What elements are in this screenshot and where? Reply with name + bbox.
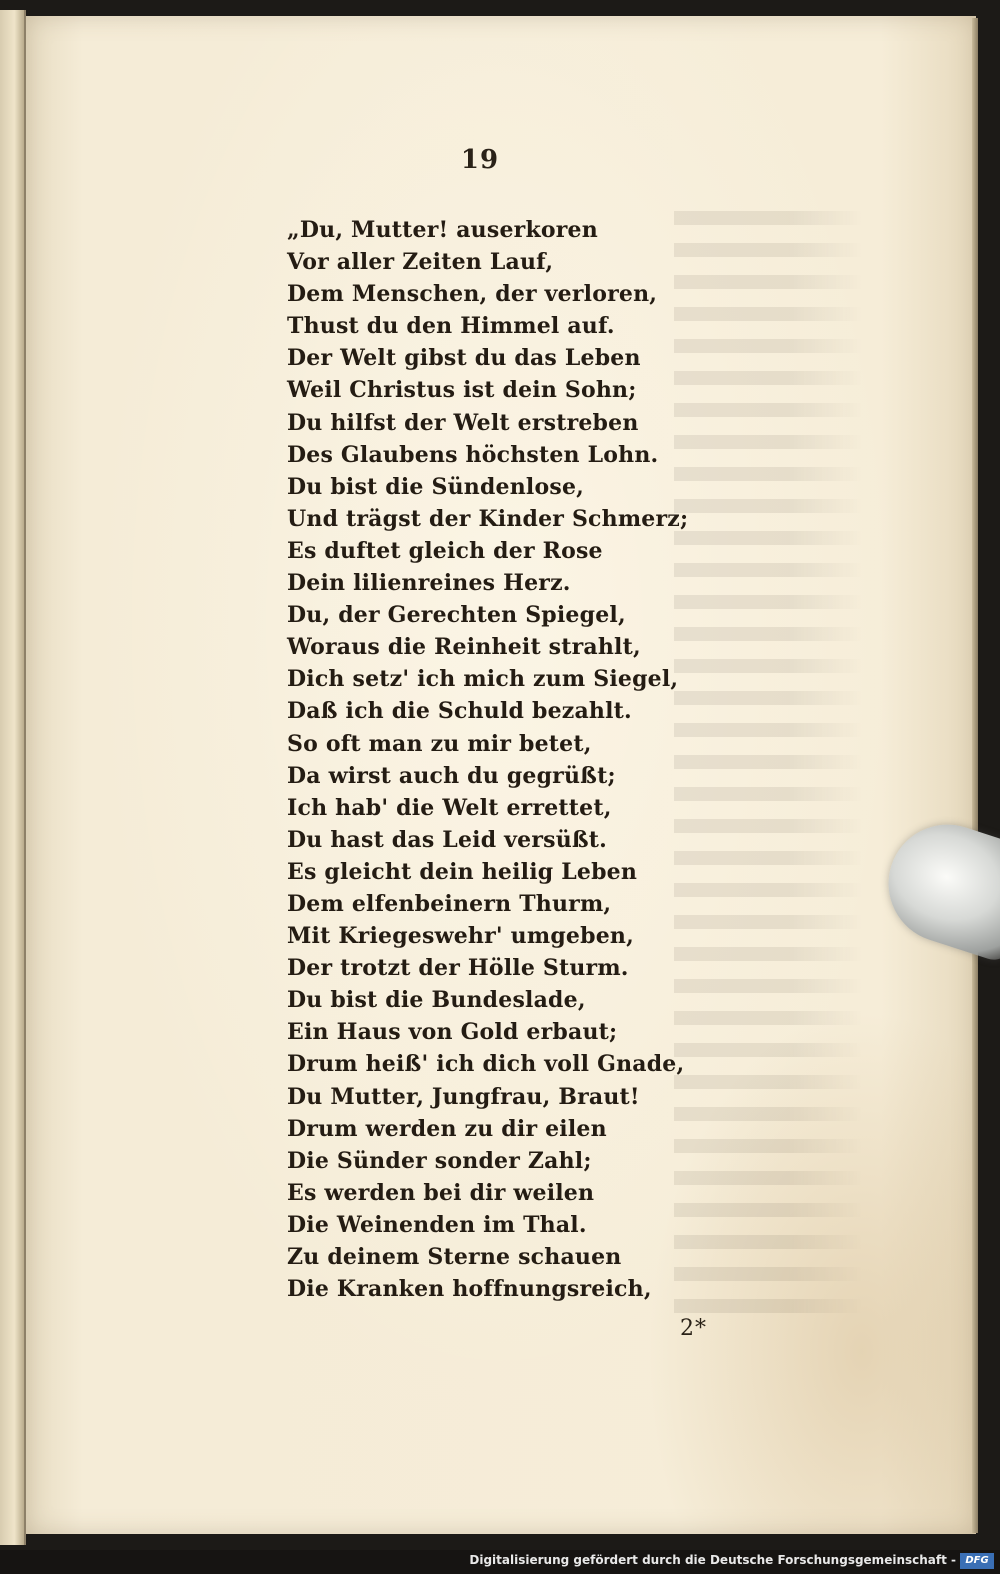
poem-line: Daß ich die Schuld bezahlt. bbox=[287, 698, 632, 725]
previous-page-edge bbox=[0, 10, 26, 1545]
poem-line: Vor aller Zeiten Lauf, bbox=[287, 249, 554, 276]
signature-mark: 2* bbox=[680, 1316, 707, 1341]
poem-line: Es duftet gleich der Rose bbox=[287, 537, 603, 564]
poem-line: So oft man zu mir betet, bbox=[287, 730, 592, 757]
poem-line: Die Kranken hoffnungsreich, bbox=[287, 1276, 652, 1303]
poem-line: Des Glaubens höchsten Lohn. bbox=[287, 441, 659, 468]
poem-line: Dem elfenbeinern Thurm, bbox=[287, 890, 612, 917]
poem-line: Zu deinem Sterne schauen bbox=[287, 1244, 622, 1270]
poem-line: Und trägst der Kinder Schmerz; bbox=[287, 505, 689, 532]
poem-line: Die Sünder sonder Zahl; bbox=[287, 1147, 592, 1174]
poem-line: Ein Haus von Gold erbaut; bbox=[287, 1019, 618, 1046]
poem-line: Du bist die Sündenlose, bbox=[287, 473, 585, 500]
poem-line: Du hast das Leid versüßt. bbox=[287, 826, 608, 853]
dfg-logo: DFG bbox=[960, 1553, 994, 1569]
poem-line: Du bist die Bundeslade, bbox=[287, 987, 586, 1014]
poem-line: Die Weinenden im Thal. bbox=[287, 1211, 587, 1238]
poem-line: Thust du den Himmel auf. bbox=[287, 313, 615, 340]
poem-line: Drum werden zu dir eilen bbox=[287, 1115, 607, 1142]
page-edge bbox=[972, 18, 978, 1533]
poem-line: Es werden bei dir weilen bbox=[287, 1179, 595, 1206]
poem-line: Du, der Gerechten Spiegel, bbox=[287, 602, 626, 629]
poem-line: Woraus die Reinheit strahlt, bbox=[287, 634, 641, 661]
page-number: 19 bbox=[460, 145, 500, 175]
poem-line: Es gleicht dein heilig Leben bbox=[287, 858, 638, 885]
poem-line: Drum heiß' ich dich voll Gnade, bbox=[287, 1051, 685, 1078]
poem-line: Dem Menschen, der verloren, bbox=[287, 281, 658, 308]
poem-line: Dein lilienreines Herz. bbox=[287, 570, 571, 597]
poem-line: Da wirst auch du gegrüßt; bbox=[287, 762, 616, 789]
poem-line: „Du, Mutter! auserkoren bbox=[287, 217, 598, 243]
poem-line: Der Welt gibst du das Leben bbox=[287, 345, 641, 372]
poem-text bbox=[287, 214, 707, 1305]
poem-line: Dich setz' ich mich zum Siegel, bbox=[287, 666, 679, 693]
poem-line: Weil Christus ist dein Sohn; bbox=[287, 377, 637, 404]
digitization-credit: Digitalisierung gefördert durch die Deutsche Forschungsgemeinschaft - bbox=[469, 1553, 956, 1567]
poem-line: Der trotzt der Hölle Sturm. bbox=[287, 955, 629, 982]
poem-line: Ich hab' die Welt errettet, bbox=[287, 794, 612, 821]
poem-line: Du hilfst der Welt erstreben bbox=[287, 409, 639, 436]
poem-line: Mit Kriegeswehr' umgeben, bbox=[287, 923, 634, 950]
poem-line: Du Mutter, Jungfrau, Braut! bbox=[287, 1083, 640, 1110]
